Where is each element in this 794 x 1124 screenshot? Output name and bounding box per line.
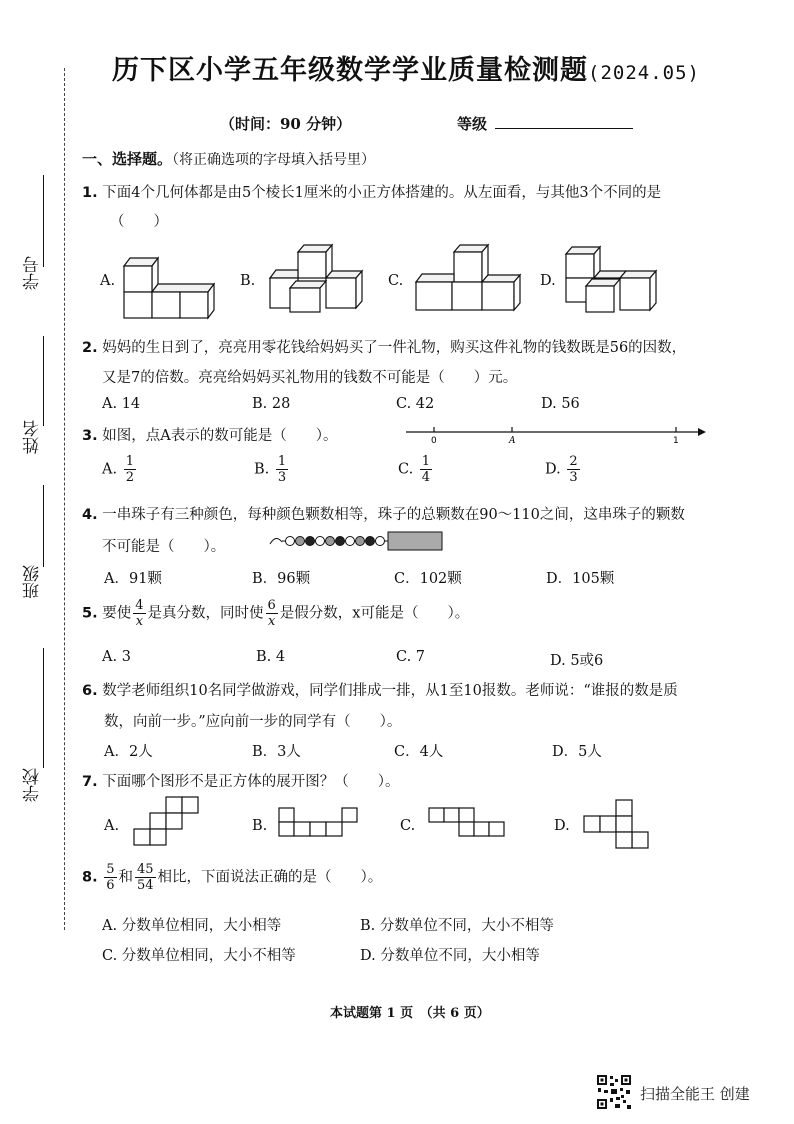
fraction: [124, 454, 136, 485]
cube-net-a: [130, 796, 200, 848]
bead-string-figure: [268, 530, 444, 552]
denominator: 6: [106, 878, 115, 893]
option-d[interactable]: D．5人: [552, 744, 602, 760]
fraction: [135, 862, 156, 893]
option-letter: B.: [254, 461, 270, 478]
question-text: 是真分数，同时使: [147, 605, 264, 622]
fraction: [276, 454, 288, 485]
question-number: 4.: [82, 507, 98, 523]
option-d[interactable]: D.: [554, 818, 570, 834]
denominator: x: [267, 614, 276, 629]
question-text: 一串珠子有三种颜色，每种颜色颗数相等，珠子的总颗数在90～110之间，这串珠子的颗数: [102, 507, 685, 523]
side-label-school: 学校: [23, 768, 43, 802]
question-number: 3.: [82, 428, 98, 444]
page-footer: 本试题第 1 页 （共 6 页）: [330, 1006, 490, 1021]
scanner-watermark: 扫描全能王 创建: [640, 1085, 750, 1103]
question-8: [82, 862, 382, 893]
question-text: 相比，下面说法正确的是（ ）。: [157, 869, 383, 886]
side-label-student-id: 学号: [23, 256, 43, 290]
numerator: 1: [421, 454, 431, 469]
question-text: 下面哪个图形不是正方体的展开图？（ ）。: [102, 774, 400, 790]
question-6: [82, 679, 678, 700]
question-number: 5.: [82, 605, 98, 622]
option-b[interactable]: B.: [252, 818, 268, 834]
option-a[interactable]: A．2人: [104, 744, 153, 760]
option-b[interactable]: B. 分数单位不同，大小不相等: [360, 918, 554, 934]
option-b[interactable]: B．3人: [252, 744, 301, 760]
question-number: 1.: [82, 185, 98, 201]
class-blank[interactable]: [43, 485, 44, 567]
question-number: 6.: [82, 683, 98, 699]
answer-blank[interactable]: （ ）: [110, 214, 168, 230]
numerator: 5: [106, 862, 115, 877]
page-title: [112, 48, 700, 87]
option-a[interactable]: A．91颗: [104, 571, 162, 587]
option-b[interactable]: B. 4: [256, 649, 286, 665]
question-text: 是假分数，x可能是（ ）。: [279, 605, 470, 622]
option-c[interactable]: C. 7: [396, 649, 426, 665]
question-text: 妈妈的生日到了，亮亮用零花钱给妈妈买了一件礼物，购买这件礼物的钱数既是56的因数，: [102, 340, 687, 356]
cube-figure-c: [414, 244, 524, 312]
option-d[interactable]: D. 56: [541, 396, 580, 412]
numerator: 1: [125, 454, 134, 469]
option-b[interactable]: [254, 454, 290, 485]
question-2: [82, 336, 686, 357]
numerator: 4: [135, 598, 144, 613]
denominator: 54: [137, 878, 154, 893]
qr-code-icon: [596, 1074, 632, 1110]
option-a[interactable]: A. 分数单位相同，大小相等: [102, 918, 282, 934]
number-line-point-a: A: [509, 436, 516, 446]
cube-net-d: [582, 798, 654, 850]
question-text: 如图，点A表示的数可能是（ ）。: [102, 428, 338, 444]
numerator: 45: [137, 862, 154, 877]
option-c[interactable]: C. 42: [396, 396, 435, 412]
question-7: [82, 770, 399, 791]
binding-line: [64, 68, 65, 930]
option-a[interactable]: A.: [100, 273, 116, 289]
option-d[interactable]: D.: [540, 273, 556, 289]
time-label: （时间：90 分钟）: [220, 115, 352, 133]
option-c[interactable]: C.: [400, 818, 416, 834]
option-b[interactable]: B．96颗: [252, 571, 311, 587]
question-1: [82, 181, 661, 202]
number-line-zero: 0: [431, 436, 437, 446]
option-b[interactable]: B.: [240, 273, 256, 289]
question-text: 要使: [102, 605, 132, 622]
cube-figure-d: [564, 244, 660, 314]
option-b[interactable]: B. 28: [252, 396, 291, 412]
side-label-name: 姓名: [23, 420, 43, 454]
school-blank[interactable]: [43, 648, 44, 768]
option-a[interactable]: A. 3: [102, 649, 131, 665]
question-text: 和: [118, 869, 133, 886]
question-text: 数学老师组织10名同学做游戏，同学们排成一排，从1至10报数。老师说：“谁报的数是质: [102, 683, 678, 699]
fraction: [420, 454, 432, 485]
numerator: 2: [569, 454, 578, 469]
number-line: [404, 422, 706, 446]
question-3: [82, 424, 337, 445]
question-number: 7.: [82, 774, 98, 790]
option-letter: D.: [545, 461, 561, 478]
denominator: x: [135, 614, 144, 629]
section-heading: [82, 148, 375, 169]
question-text-continued: 又是7的倍数。亮亮给妈妈买礼物用的钱数不可能是（ ）元。: [102, 370, 518, 386]
question-text: 下面4个几何体都是由5个棱长1厘米的小正方体搭建的。从左面看，与其他3个不同的是: [102, 185, 662, 201]
question-text-continued: 数，向前一步。”应向前一步的同学有（ ）。: [104, 714, 402, 730]
title-date: (2024.05): [588, 62, 700, 84]
option-c[interactable]: [398, 454, 434, 485]
cube-figure-b: [268, 244, 366, 312]
numerator: 1: [277, 454, 287, 469]
denominator: 3: [277, 470, 287, 485]
number-line-one: 1: [673, 436, 679, 446]
option-letter: A.: [102, 461, 118, 478]
option-d[interactable]: D. 5或6: [550, 653, 604, 669]
option-a[interactable]: A. 14: [102, 396, 141, 412]
student-id-blank[interactable]: [43, 175, 44, 267]
option-a[interactable]: A.: [104, 818, 120, 834]
option-letter: C.: [398, 461, 414, 478]
denominator: 3: [569, 470, 578, 485]
grade-label: 等级: [457, 115, 488, 133]
option-c[interactable]: C．4人: [394, 744, 444, 760]
section-title: 一、选择题。: [82, 150, 173, 168]
denominator: 4: [421, 470, 431, 485]
question-text-continued: 不可能是（ ）。: [102, 539, 226, 555]
option-c[interactable]: C．102颗: [394, 571, 462, 587]
option-c[interactable]: C. 分数单位相同，大小不相等: [102, 948, 296, 964]
fraction: [266, 598, 278, 629]
numerator: 6: [267, 598, 276, 613]
option-d[interactable]: D. 分数单位不同，大小相等: [360, 948, 540, 964]
cube-net-b: [278, 806, 360, 840]
option-a[interactable]: [102, 454, 138, 485]
option-d[interactable]: D．105颗: [546, 571, 615, 587]
question-4: [82, 503, 685, 524]
question-5: [82, 598, 469, 629]
grade-blank[interactable]: [495, 128, 633, 129]
side-label-class: 班级: [23, 565, 43, 599]
denominator: 2: [125, 470, 134, 485]
cube-net-c: [428, 806, 508, 840]
fraction: [567, 454, 579, 485]
name-blank[interactable]: [43, 336, 44, 426]
option-c[interactable]: C.: [388, 273, 404, 289]
option-d[interactable]: [545, 454, 582, 485]
section-note: （将正确选项的字母填入括号里）: [172, 152, 376, 168]
fraction: [104, 862, 116, 893]
title-text: 历下区小学五年级数学学业质量检测题: [112, 55, 588, 86]
question-number: 2.: [82, 340, 98, 356]
cube-figure-a: [120, 252, 220, 318]
fraction: [133, 598, 145, 629]
question-number: 8.: [82, 869, 98, 886]
